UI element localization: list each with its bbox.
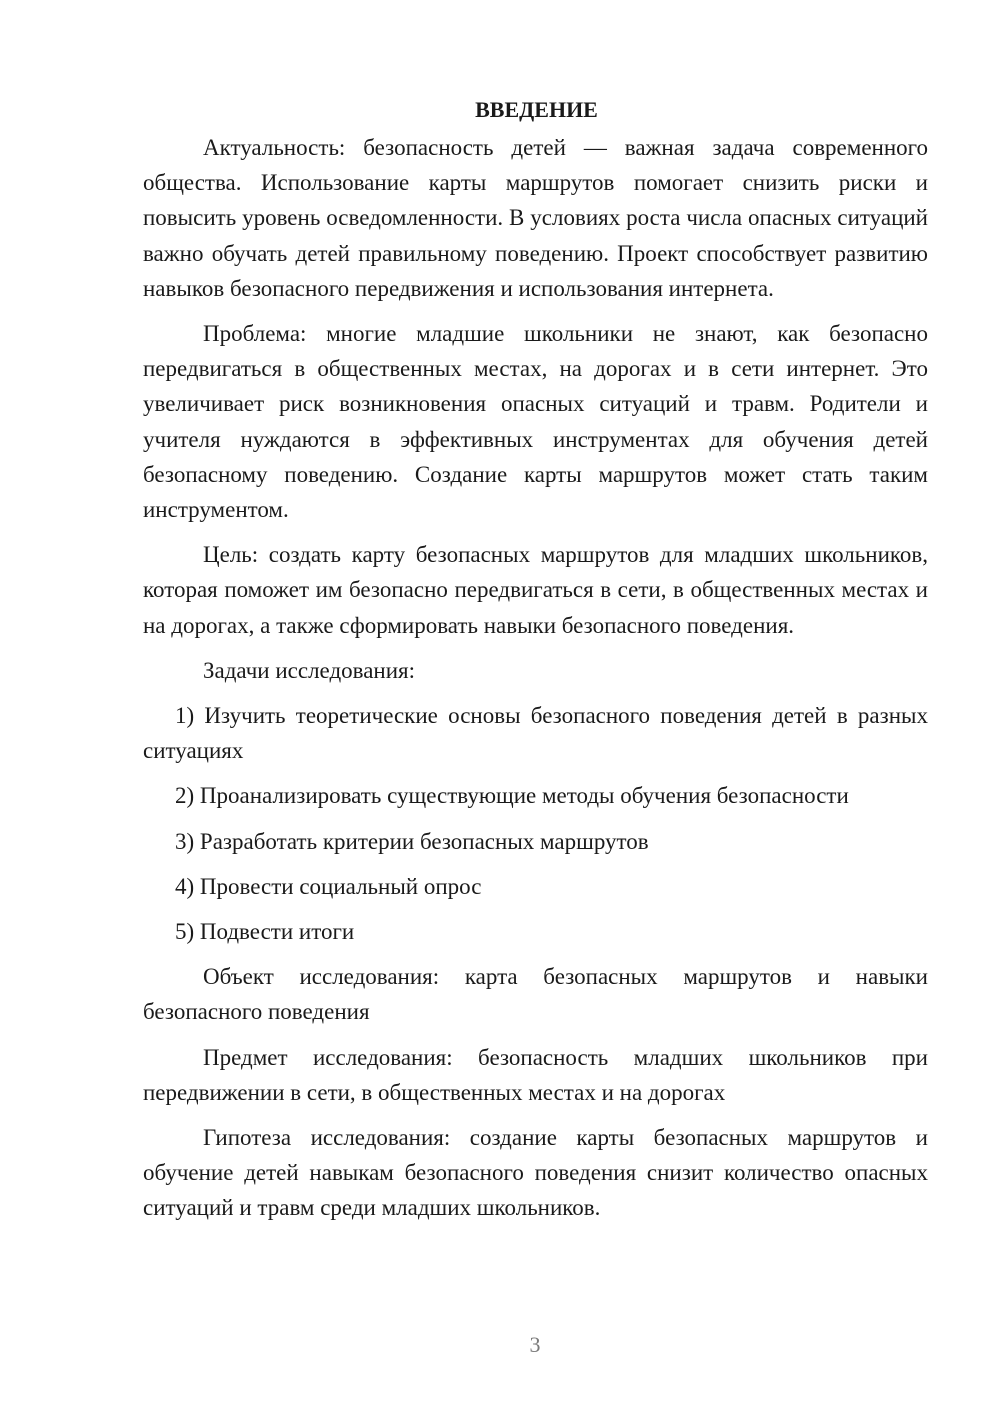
- subject-paragraph: Предмет исследования: безопасность младших школьников при передвижении в сети, в общественных местах и на дорогах: [143, 1044, 928, 1105]
- goal-paragraph: Цель: создать карту безопасных маршрутов для младших школьников, которая поможет им безопасно передвигаться в сети, в общественных местах и на дорогах, а также сформировать навыки безопасного поведения.: [143, 542, 928, 638]
- object-paragraph: Объект исследования: карта безопасных маршрутов и навыки безопасного поведения: [143, 964, 928, 1025]
- task-item: 4) Провести социальный опрос: [175, 873, 482, 899]
- tasks-heading: Задачи исследования:: [203, 657, 416, 683]
- task-item: 2) Проанализировать существующие методы обучения безопасности: [175, 783, 849, 809]
- document-page: [143, 92, 928, 1236]
- task-item: 3) Разработать критерии безопасных маршрутов: [175, 828, 649, 854]
- task-item: 5) Подвести итоги: [175, 919, 355, 945]
- relevance-paragraph: Актуальность: безопасность детей — важная задача современного общества. Использование карты маршрутов помогает снизить риски и повысить уровень осведомленности. В условиях роста числа опасных ситуаций важно обучать детей правильному поведению. Проект способствует развитию навыков безопасного передвижения и использования интернета.: [143, 135, 928, 301]
- task-item: 1) Изучить теоретические основы безопасного поведения детей в разных ситуациях: [143, 703, 928, 764]
- section-title: ВВЕДЕНИЕ: [475, 97, 598, 122]
- page-number: 3: [529, 1332, 541, 1357]
- problem-paragraph: Проблема: многие младшие школьники не знают, как безопасно передвигаться в общественных местах, на дорогах и в сети интернет. Это увеличивает риск возникновения опасных ситуаций и травм. Родители и учителя нуждаются в эффективных инструментах для обучения детей безопасному поведению. Создание карты маршрутов может стать таким инструментом.: [143, 321, 928, 523]
- hypothesis-paragraph: Гипотеза исследования: создание карты безопасных маршрутов и обучение детей навыкам безопасного поведения снизит количество опасных ситуаций и травм среди младших школьников.: [143, 1125, 928, 1221]
